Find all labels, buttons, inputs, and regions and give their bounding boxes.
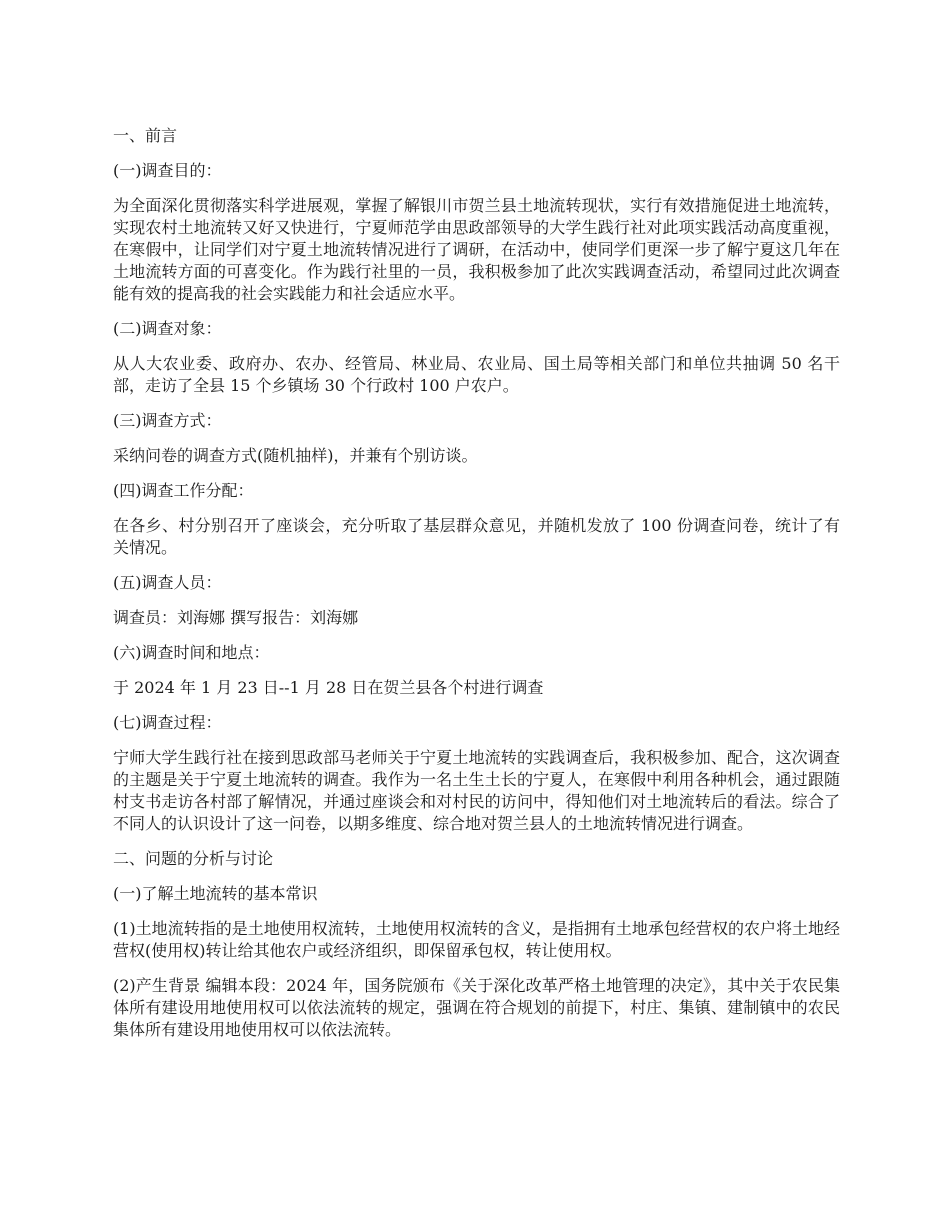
document-page: [113, 125, 840, 1054]
paragraph-purpose: 为全面深化贯彻落实科学进展观，掌握了解银川市贺兰县土地流转现状，实行有效措施促进土地流转，实现农村土地流转又好又快进行，宁夏师范学由思政部领导的大学生践行社对此项实践活动高度重视，在寒假中，让同学们对宁夏土地流转情况进行了调研，在活动中，使同学们更深一步了解宁夏这几年在土地流转方面的可喜变化。作为践行社里的一员，我积极参加了此次实践调查活动，希望同过此次调查能有效的提高我的社会实践能力和社会适应水平。: [113, 196, 840, 303]
paragraph-personnel: 调查员：刘海娜 撰写报告：刘海娜: [113, 608, 359, 627]
paragraph-background: (2)产生背景 编辑本段：2024 年，国务院颁布《关于深化改革严格土地管理的决定》，其中关于农民集体所有建设用地使用权可以依法流转的规定，强调在符合规划的前提下，村庄、集镇、建制镇中的农民集体所有建设用地使用权可以依法流转。: [113, 976, 840, 1039]
section-heading-preface: 一、前言: [113, 126, 178, 145]
paragraph-work-allocation: 在各乡、村分别召开了座谈会，充分听取了基层群众意见，并随机发放了 100 份调查问卷，统计了有关情况。: [113, 516, 840, 557]
section-heading-analysis: 二、问题的分析与讨论: [113, 849, 274, 868]
paragraph-subjects: 从人大农业委、政府办、农办、经管局、林业局、农业局、国土局等相关部门和单位共抽调 50 名干部，走访了全县 15 个乡镇场 30 个行政村 100 户农户。: [113, 354, 840, 395]
subheading-time-place: (六)调查时间和地点：: [113, 643, 270, 662]
paragraph-definition: (1)土地流转指的是土地使用权流转，土地使用权流转的含义，是指拥有土地承包经营权的农户将土地经营权(使用权)转让给其他农户或经济组织，即保留承包权，转让使用权。: [113, 919, 840, 960]
subheading-subjects: (二)调查对象：: [113, 319, 222, 338]
subheading-work-allocation: (四)调查工作分配：: [113, 481, 254, 500]
paragraph-method: 采纳问卷的调查方式(随机抽样)，并兼有个别访谈。: [113, 446, 478, 465]
subheading-personnel: (五)调查人员：: [113, 573, 222, 592]
paragraph-process: 宁师大学生践行社在接到思政部马老师关于宁夏土地流转的实践调查后，我积极参加、配合，这次调查的主题是关于宁夏土地流转的调查。我作为一名土生土长的宁夏人，在寒假中利用各种机会，通过跟随村支书走访各村部了解情况，并通过座谈会和对村民的访问中，得知他们对土地流转后的看法。综合了不同人的认识设计了这一问卷，以期多维度、综合地对贺兰县人的土地流转情况进行调查。: [113, 748, 840, 833]
subheading-method: (三)调查方式：: [113, 411, 222, 430]
subheading-purpose: (一)调查目的：: [113, 161, 222, 180]
subheading-basics: (一)了解土地流转的基本常识: [113, 884, 318, 903]
paragraph-time-place: 于 2024 年 1 月 23 日--1 月 28 日在贺兰县各个村进行调查: [113, 678, 544, 697]
subheading-process: (七)调查过程：: [113, 713, 222, 732]
